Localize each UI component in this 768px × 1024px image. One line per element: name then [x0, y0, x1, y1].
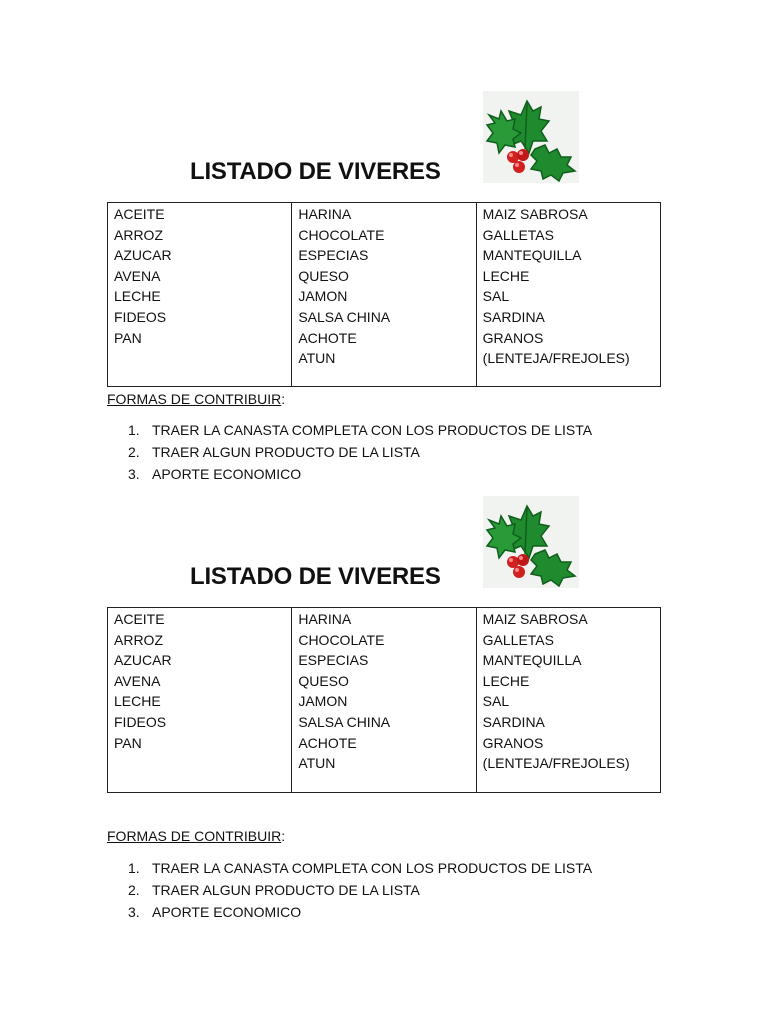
contribution-list	[128, 419, 592, 485]
list-item: ATUN	[298, 755, 336, 772]
list-item: ARROZ	[114, 226, 163, 243]
list-item: MANTEQUILLA	[482, 247, 582, 264]
column-1	[108, 203, 292, 387]
list-item: ARROZ	[114, 631, 163, 648]
list-item: MANTEQUILLA	[482, 652, 582, 669]
list-number: 2.	[128, 882, 140, 898]
viveres-table	[107, 607, 661, 793]
list-number: 3.	[128, 904, 140, 920]
column-3	[476, 608, 660, 793]
list-item	[128, 441, 592, 463]
list-item: QUESO	[298, 672, 349, 689]
forms-label	[107, 827, 285, 845]
list-text: TRAER LA CANASTA COMPLETA CON LOS PRODUCTOS DE LISTA	[152, 422, 593, 438]
column-2	[292, 203, 476, 387]
list-item: AZUCAR	[114, 652, 172, 669]
list-item: GALLETAS	[482, 631, 554, 648]
list-item: LECHE	[482, 672, 530, 689]
list-item: LECHE	[114, 693, 161, 710]
list-item: AVENA	[114, 672, 161, 689]
forms-label-colon: :	[281, 828, 286, 844]
column-3	[476, 203, 660, 387]
list-text: APORTE ECONOMICO	[152, 904, 302, 920]
list-text: TRAER ALGUN PRODUCTO DE LA LISTA	[152, 444, 420, 460]
table-row	[108, 203, 661, 387]
list-item: ACHOTE	[298, 734, 357, 751]
list-item	[128, 463, 592, 485]
list-item: SARDINA	[482, 713, 545, 730]
forms-label-text: FORMAS DE CONTRIBUIR	[107, 828, 282, 844]
forms-label	[107, 390, 285, 408]
list-item: ESPECIAS	[298, 652, 369, 669]
forms-label-text: FORMAS DE CONTRIBUIR	[107, 391, 282, 407]
contribution-list	[128, 857, 592, 923]
list-item: ATUN	[298, 350, 336, 367]
list-item: GRANOS	[482, 734, 544, 751]
list-item: MAIZ SABROSA	[482, 206, 588, 222]
list-item	[128, 879, 592, 901]
list-number: 3.	[128, 466, 140, 482]
list-number: 1.	[128, 860, 140, 876]
column-2	[292, 608, 476, 793]
page-title: LISTADO DE VIVERES	[190, 158, 441, 185]
list-item: PAN	[114, 329, 142, 346]
list-item: JAMON	[298, 288, 348, 305]
list-number: 1.	[128, 422, 140, 438]
list-item: LECHE	[114, 288, 161, 305]
list-item: GRANOS	[482, 329, 544, 346]
list-item: LECHE	[482, 267, 530, 284]
table-row	[108, 608, 661, 793]
forms-label-colon: :	[281, 391, 286, 407]
holly-icon	[483, 496, 579, 588]
list-item: SAL	[482, 693, 510, 710]
list-item: ACHOTE	[298, 329, 357, 346]
list-item: CHOCOLATE	[298, 631, 385, 648]
list-item: SALSA CHINA	[298, 308, 391, 325]
list-item: ACEITE	[114, 611, 165, 627]
list-item: FIDEOS	[114, 713, 167, 730]
list-item: FIDEOS	[114, 308, 167, 325]
list-item: SALSA CHINA	[298, 713, 391, 730]
list-text: TRAER ALGUN PRODUCTO DE LA LISTA	[152, 882, 420, 898]
list-item: GALLETAS	[482, 226, 554, 243]
list-item: (LENTEJA/FREJOLES)	[482, 350, 630, 367]
list-number: 2.	[128, 444, 140, 460]
list-item: HARINA	[298, 206, 352, 222]
list-item: JAMON	[298, 693, 348, 710]
list-text: TRAER LA CANASTA COMPLETA CON LOS PRODUCTOS DE LISTA	[152, 860, 593, 876]
list-item: SARDINA	[482, 308, 545, 325]
list-item: SAL	[482, 288, 510, 305]
list-item: HARINA	[298, 611, 352, 627]
holly-icon	[483, 91, 579, 183]
list-item: ACEITE	[114, 206, 165, 222]
list-item: AZUCAR	[114, 247, 172, 264]
list-item	[128, 901, 592, 923]
list-item	[128, 857, 592, 879]
list-item: QUESO	[298, 267, 349, 284]
list-text: APORTE ECONOMICO	[152, 466, 302, 482]
list-item: AVENA	[114, 267, 161, 284]
list-item	[128, 419, 592, 441]
list-item: ESPECIAS	[298, 247, 369, 264]
viveres-table	[107, 202, 661, 387]
page-title: LISTADO DE VIVERES	[190, 563, 441, 590]
list-item: MAIZ SABROSA	[482, 611, 588, 627]
list-item: CHOCOLATE	[298, 226, 385, 243]
column-1	[108, 608, 292, 793]
list-item: PAN	[114, 734, 142, 751]
list-item: (LENTEJA/FREJOLES)	[482, 755, 630, 772]
